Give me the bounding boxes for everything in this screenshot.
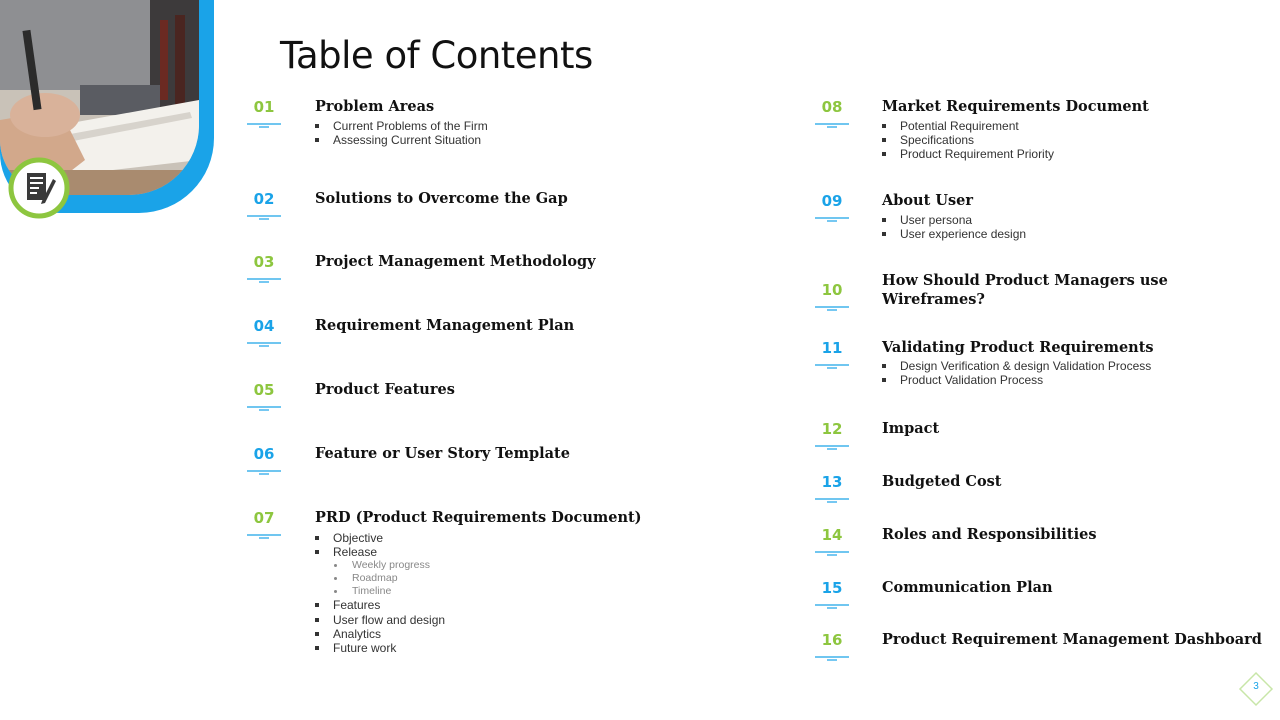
list-item: Current Problems of the Firm bbox=[314, 119, 714, 133]
item-title: Market Requirements Document bbox=[882, 98, 1149, 115]
list-item: Features bbox=[314, 598, 714, 612]
item-number: 02 bbox=[253, 190, 275, 208]
item-number: 03 bbox=[253, 253, 275, 271]
item-title: How Should Product Managers use Wireframes? bbox=[882, 272, 1168, 308]
list-item: Assessing Current Situation bbox=[314, 133, 714, 147]
item-number: 04 bbox=[253, 317, 275, 335]
item-title: Problem Areas bbox=[315, 98, 435, 115]
item-number: 09 bbox=[821, 192, 843, 210]
sub-list bbox=[314, 119, 714, 147]
item-number: 12 bbox=[821, 420, 843, 438]
number-underline bbox=[247, 533, 281, 541]
item-title: Roles and Responsibilities bbox=[882, 526, 1097, 543]
list-item: Objective bbox=[314, 531, 714, 545]
item-title: About User bbox=[882, 192, 974, 209]
list-item: Design Verification & design Validation Process bbox=[881, 359, 1271, 373]
number-underline bbox=[247, 277, 281, 285]
item-number: 05 bbox=[253, 381, 275, 399]
list-item: Product Validation Process bbox=[881, 373, 1271, 387]
item-number: 01 bbox=[253, 98, 275, 116]
list-item: Release bbox=[314, 545, 714, 559]
list-item: Product Requirement Priority bbox=[881, 147, 1261, 161]
document-edit-icon bbox=[8, 157, 70, 219]
list-item: User persona bbox=[881, 213, 1261, 227]
page-title: Table of Contents bbox=[280, 34, 593, 77]
item-title: Impact bbox=[882, 420, 940, 437]
number-underline bbox=[815, 655, 849, 663]
item-number: 14 bbox=[821, 526, 843, 544]
item-title: Feature or User Story Template bbox=[315, 445, 570, 462]
number-underline bbox=[247, 341, 281, 349]
number-underline bbox=[247, 405, 281, 413]
number-underline bbox=[247, 122, 281, 130]
item-title: Budgeted Cost bbox=[882, 473, 1002, 490]
number-underline bbox=[247, 214, 281, 222]
list-item: Potential Requirement bbox=[881, 119, 1261, 133]
item-title: PRD (Product Requirements Document) bbox=[315, 509, 642, 526]
list-item: User experience design bbox=[881, 227, 1261, 241]
item-number: 16 bbox=[821, 631, 843, 649]
item-number: 08 bbox=[821, 98, 843, 116]
number-underline bbox=[815, 216, 849, 224]
item-title: Communication Plan bbox=[882, 579, 1053, 596]
item-title: Project Management Methodology bbox=[315, 253, 596, 270]
number-underline bbox=[815, 305, 849, 313]
item-number: 15 bbox=[821, 579, 843, 597]
sub-list bbox=[314, 531, 714, 655]
item-number: 06 bbox=[253, 445, 275, 463]
item-title: Solutions to Overcome the Gap bbox=[315, 190, 568, 207]
number-underline bbox=[815, 122, 849, 130]
item-title: Validating Product Requirements bbox=[882, 339, 1154, 356]
item-number: 11 bbox=[821, 339, 843, 357]
item-number: 10 bbox=[821, 281, 843, 299]
number-underline bbox=[815, 497, 849, 505]
item-title: Product Features bbox=[315, 381, 455, 398]
sub-list bbox=[881, 213, 1261, 241]
list-item: Analytics bbox=[314, 627, 714, 641]
number-underline bbox=[815, 603, 849, 611]
number-underline bbox=[815, 550, 849, 558]
item-title: Requirement Management Plan bbox=[315, 317, 575, 334]
number-underline bbox=[815, 444, 849, 452]
sub-list bbox=[881, 359, 1271, 387]
list-item: Future work bbox=[314, 641, 714, 655]
page-number-badge bbox=[1238, 671, 1274, 707]
number-underline bbox=[815, 363, 849, 371]
number-underline bbox=[247, 469, 281, 477]
nested-list-item: Weekly progress bbox=[314, 559, 714, 572]
list-item: User flow and design bbox=[314, 613, 714, 627]
item-title: Product Requirement Management Dashboard bbox=[882, 631, 1262, 648]
page-number: 3 bbox=[1253, 681, 1259, 692]
item-number: 13 bbox=[821, 473, 843, 491]
nested-list-item: Roadmap bbox=[314, 572, 714, 585]
list-item: Specifications bbox=[881, 133, 1261, 147]
item-number: 07 bbox=[253, 509, 275, 527]
nested-list-item: Timeline bbox=[314, 585, 714, 598]
sub-list bbox=[881, 119, 1261, 162]
